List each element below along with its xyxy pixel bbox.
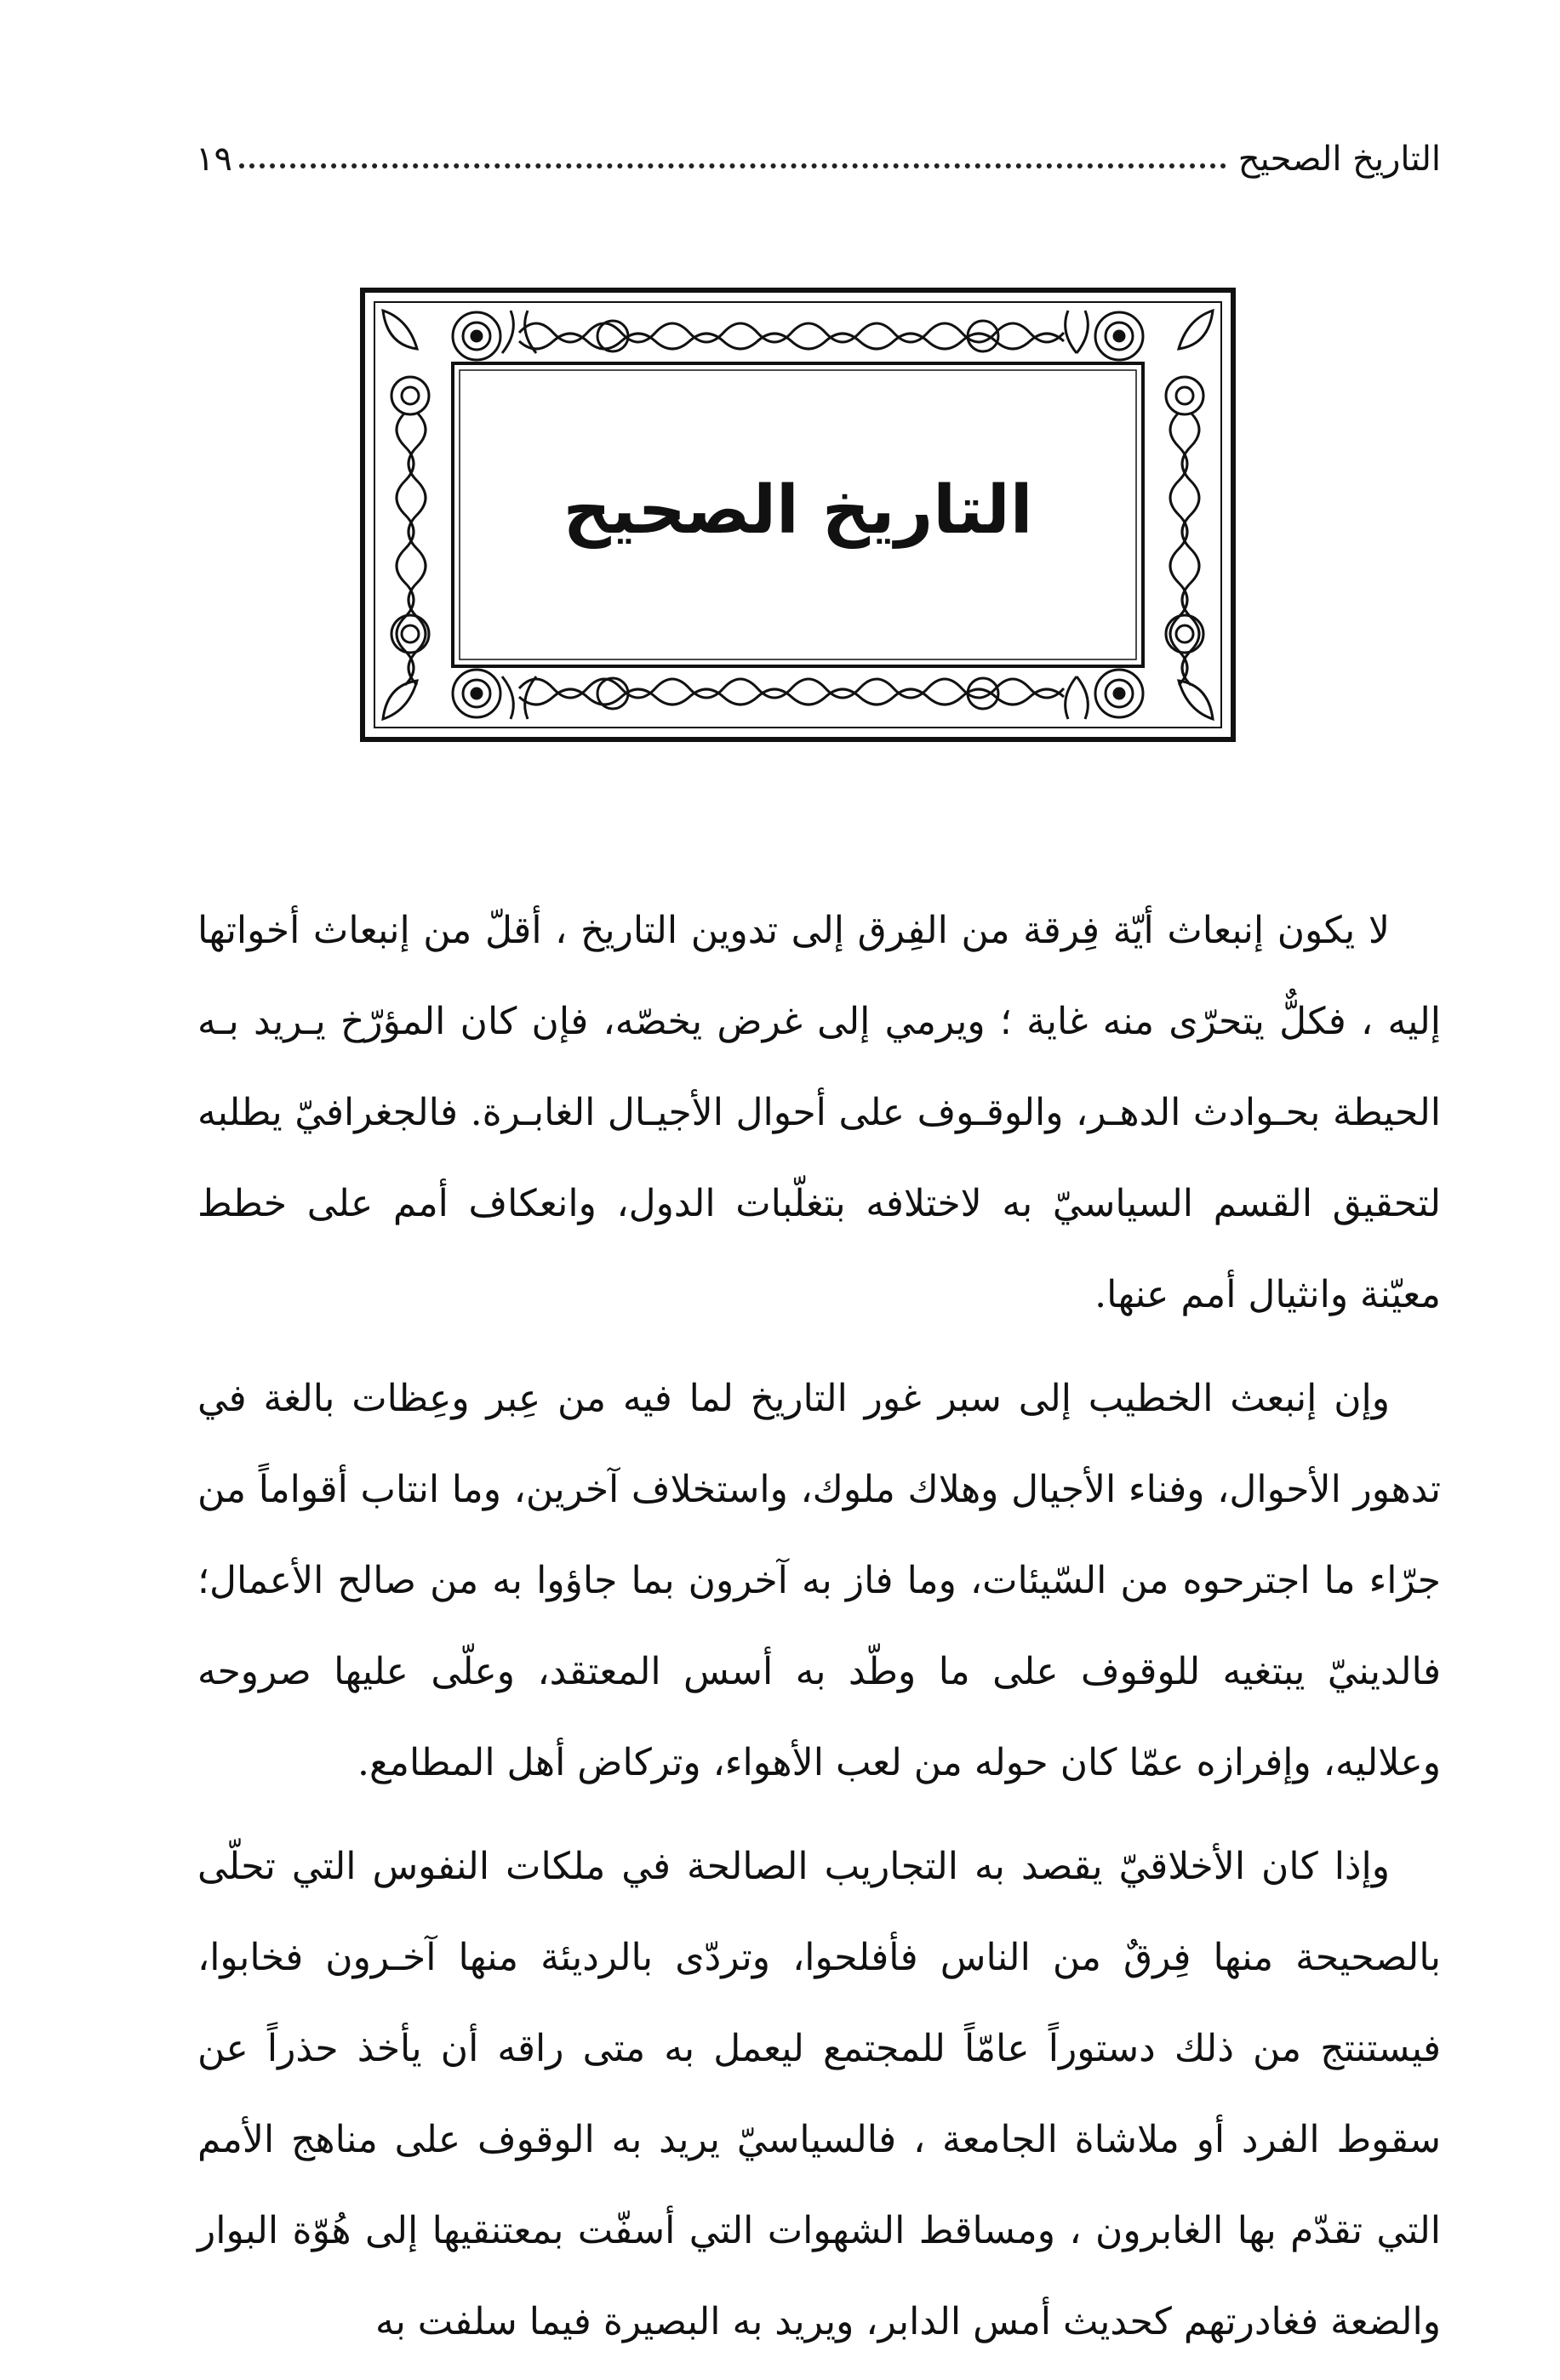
paragraph-2: وإن إنبعث الخطيب إلى سبر غور التاريخ لما فيه من عِبر وعِظات بالغة في تدهور الأحوال، وفناء الأجيال وهلاك ملوك، واستخلاف آخرين، وما انتاب أقواماً من جرّاء ما اجترحوه من السّيئات، وما فاز به آخرون بما جاؤوا به من صالح الأعمال؛ فالدينيّ يبتغيه للوقوف على ما وطّد به أسس المعتقد، وعلّى عليها صروحه وعلاليه، وإفرازه عمّا كان حوله من لعب الأهواء، وتركاض أهل المطامع. [197, 1377, 1441, 1784]
running-header [196, 128, 1441, 179]
ornamental-title-frame [357, 285, 1238, 745]
paragraph-1: لا يكون إنبعاث أيّة فِرقة من الفِرق إلى تدوين التاريخ ، أقلّ من إنبعاث أخواتها إليه ، فكلٌّ يتحرّى منه غاية ؛ ويرمي إلى غرض يخصّه، فإن كان المؤرّخ يـريد بـه الحيطة بحـوادث الدهـر، والوقـوف على أحوال الأجيـال الغابـرة. فالجغرافيّ يطلبه لتحقيق القسم السياسيّ به لاختلافه بتغلّبات الدول، وانعكاف أمم على خطط معيّنة وانثيال أمم عنها. [197, 909, 1441, 1316]
leader-dots [239, 163, 1226, 168]
running-title: التاريخ الصحيح [1237, 140, 1441, 179]
body-text [197, 885, 1441, 2380]
paragraph-3: وإذا كان الأخلاقيّ يقصد به التجاريب الصالحة في ملكات النفوس التي تحلّى بالصحيحة منها فِرقٌ من الناس فأفلحوا، وتردّى بالرديئة منها آخـرون فخابوا، فيستنتج من ذلك دستوراً عامّاً للمجتمع ليعمل به متى راقه أن يأخذ حذراً عن سقوط الفرد أو ملاشاة الجامعة ، فالسياسيّ يريد به الوقوف على مناهج الأمم التي تقدّم بها الغابرون ، ومساقط الشهوات التي أسفّت بمعتنقيها إلى هُوّة البوار والضعة فغادرتهم كحديث أمس الدابر، ويريد به البصيرة فيما سلفت به [197, 1845, 1441, 2343]
chapter-title: التاريخ الصحيح [563, 472, 1033, 549]
page-number: ١٩ [196, 140, 232, 179]
